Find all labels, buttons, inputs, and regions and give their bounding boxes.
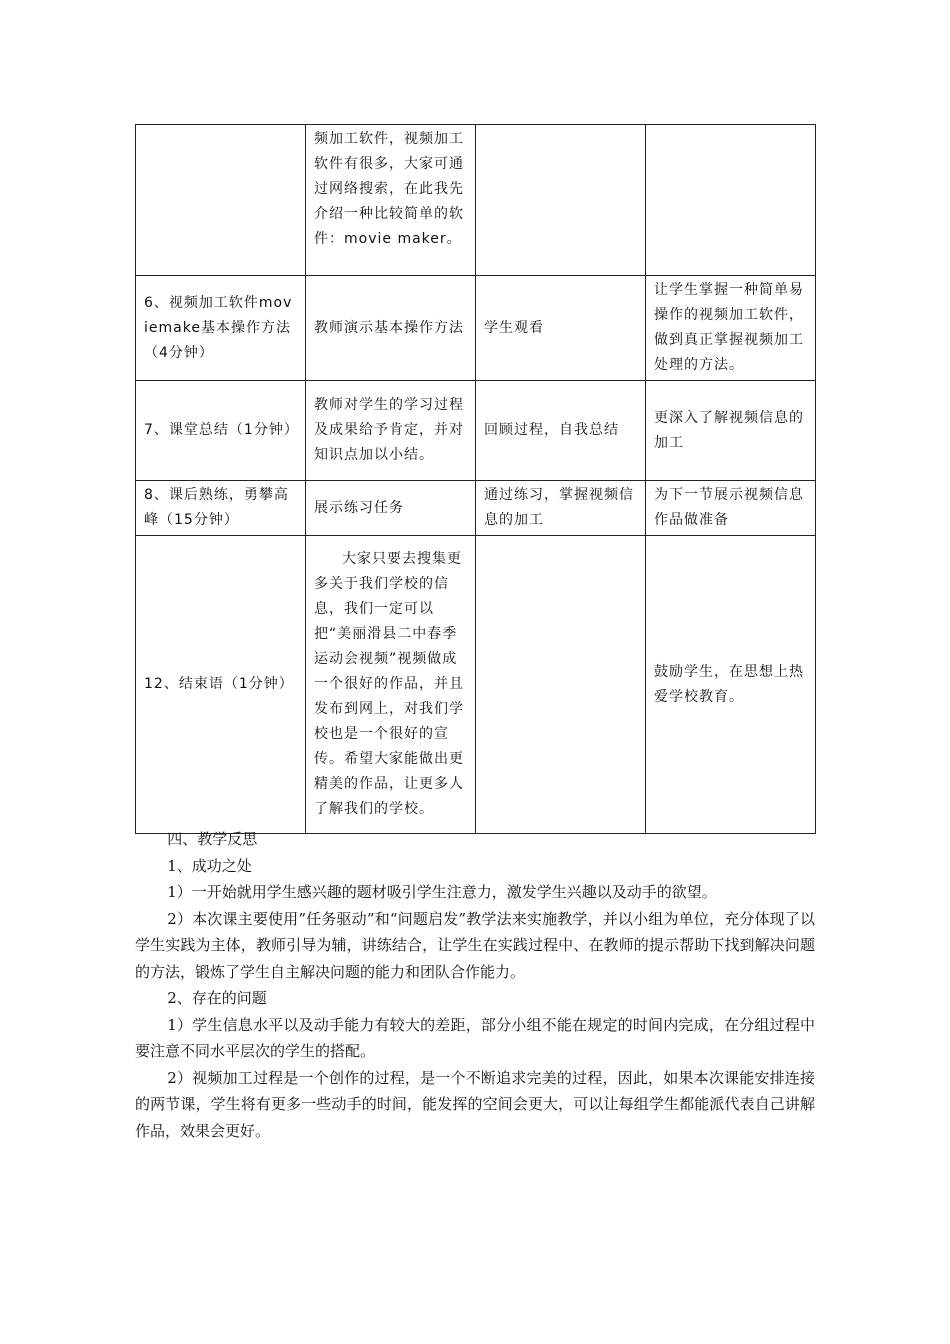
teaching-reflection-section (135, 826, 815, 1144)
paragraph: 2）本次课主要使用”任务驱动”和“问题启发”教学法来实施教学，并以小组为单位，充分体现了以学生实践为主体，教师引导为辅，讲练结合，让学生在实践过程中、在教师的提示帮助下找到解决问题的方法，锻炼了学生自主解决问题的能力和团队合作能力。 (135, 909, 815, 981)
step-cell (136, 125, 306, 276)
step-cell: 12、结束语（1分钟） (136, 536, 306, 834)
paragraph: 2）视频加工过程是一个创作的过程，是一个不断追求完美的过程，因此，如果本次课能安排连接的两节课，学生将有更多一些动手的时间，能发挥的空间会更大，可以让每组学生都能派代表自己讲解作品，效果会更好。 (135, 1068, 815, 1140)
section-heading: 四、教学反思 (167, 830, 258, 848)
step-cell: 7、课堂总结（1分钟） (136, 381, 306, 481)
student-activity-cell (476, 125, 646, 276)
table-row (136, 481, 816, 536)
subsection-heading: 2、存在的问题 (167, 989, 267, 1007)
teacher-activity-cell: 频加工软件，视频加工软件有很多，大家可通过网络搜索，在此我先介绍一种比较简单的软件：movie maker。 (306, 125, 476, 276)
table-row (136, 276, 816, 381)
step-cell: 8、课后熟练，勇攀高峰（15分钟） (136, 481, 306, 536)
design-intent-cell: 为下一节展示视频信息作品做准备 (646, 481, 816, 536)
design-intent-cell: 让学生掌握一种简单易操作的视频加工软件，做到真正掌握视频加工处理的方法。 (646, 276, 816, 381)
student-activity-cell: 回顾过程，自我总结 (476, 381, 646, 481)
table-row (136, 125, 816, 276)
paragraph: 1）学生信息水平以及动手能力有较大的差距，部分小组不能在规定的时间内完成，在分组过程中要注意不同水平层次的学生的搭配。 (135, 1015, 815, 1060)
teacher-activity-cell: 教师对学生的学习过程及成果给予肯定，并对知识点加以小结。 (306, 381, 476, 481)
design-intent-cell: 鼓励学生，在思想上热爱学校教育。 (646, 536, 816, 834)
table-row (136, 381, 816, 481)
design-intent-cell (646, 125, 816, 276)
lesson-plan-table (135, 124, 816, 834)
student-activity-cell: 通过练习，掌握视频信息的加工 (476, 481, 646, 536)
teacher-activity-cell: 大家只要去搜集更多关于我们学校的信息，我们一定可以把“美丽滑县二中春季运动会视频”视频做成一个很好的作品，并且发布到网上，对我们学校也是一个很好的宣传。希望大家能做出更精美的作品，让更多人了解我们的学校。 (306, 536, 476, 834)
step-cell: 6、视频加工软件moviemake基本操作方法（4分钟） (136, 276, 306, 381)
design-intent-cell: 更深入了解视频信息的加工 (646, 381, 816, 481)
subsection-heading: 1、成功之处 (167, 856, 252, 875)
teacher-activity-cell: 展示练习任务 (306, 481, 476, 536)
student-activity-cell: 学生观看 (476, 276, 646, 381)
student-activity-cell (476, 536, 646, 834)
table-row (136, 536, 816, 834)
paragraph: 1）一开始就用学生感兴趣的题材吸引学生注意力，激发学生兴趣以及动手的欲望。 (167, 883, 717, 901)
teacher-activity-cell: 教师演示基本操作方法 (306, 276, 476, 381)
